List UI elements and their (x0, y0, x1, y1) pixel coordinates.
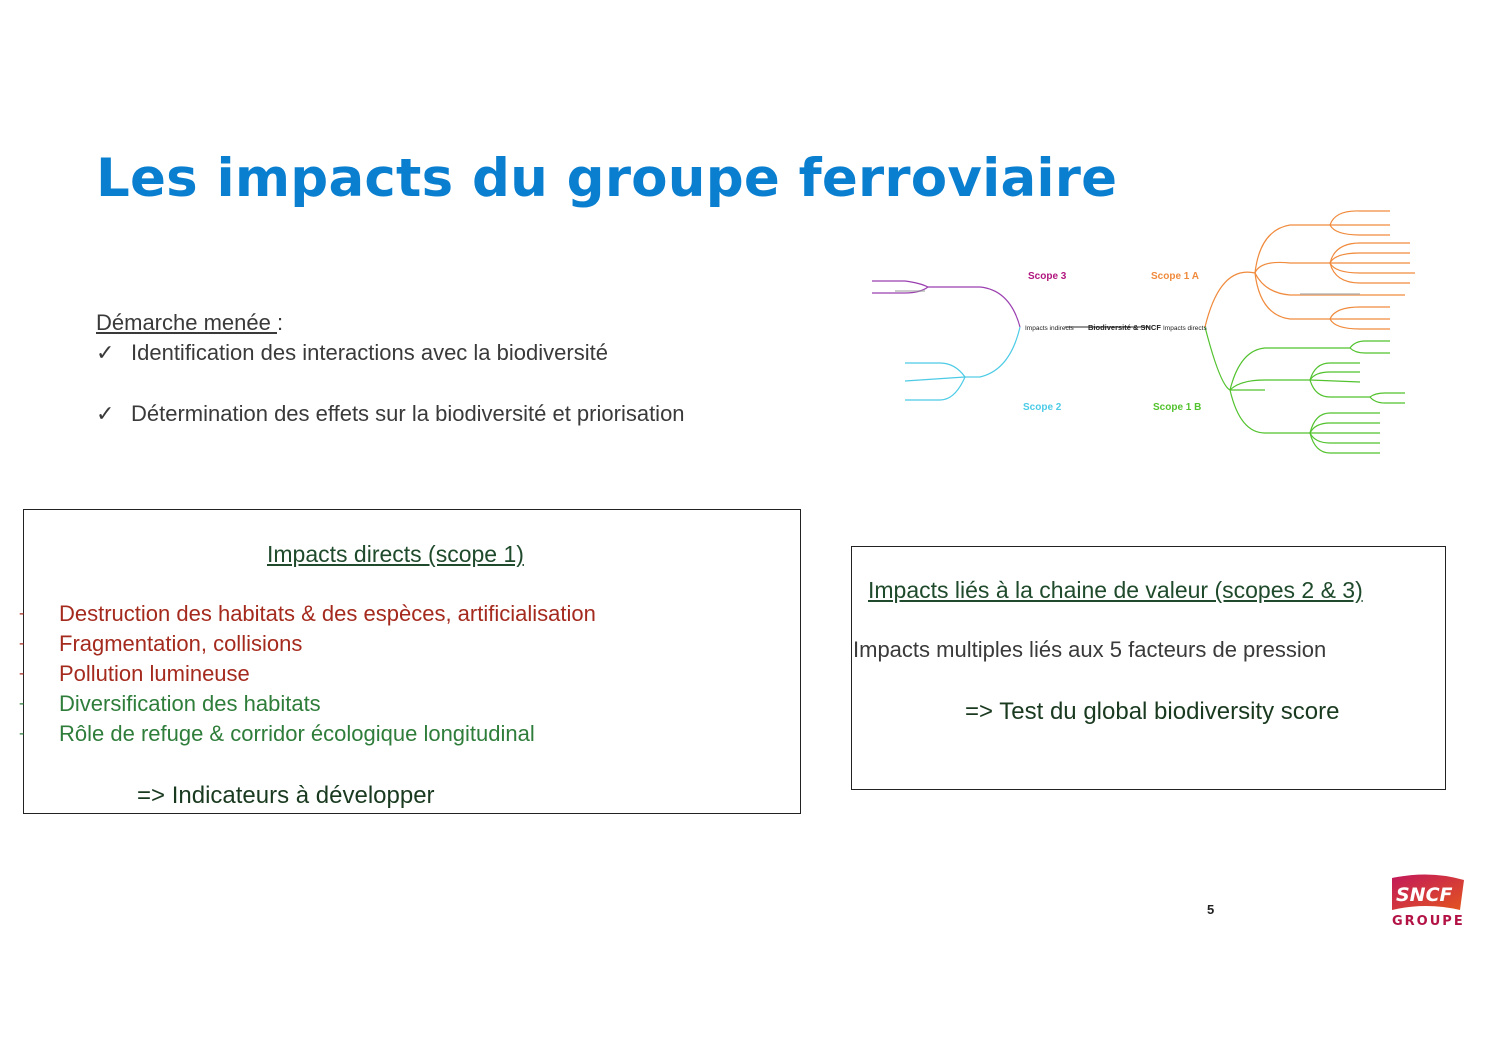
direct-impact-text: Destruction des habitats & des espèces, artificialisation (59, 601, 596, 626)
direct-impact-text: Diversification des habitats (59, 691, 321, 716)
demarche-item (96, 401, 685, 427)
mindmap-center: Biodiversité & SNCF (1088, 323, 1161, 332)
groupe-label: GROUPE (1392, 914, 1465, 929)
mindmap-indirect: Impacts indirects (1025, 325, 1074, 332)
bullet-dash: - (19, 695, 25, 712)
sncf-logo (1390, 872, 1466, 930)
mindmap-scope3: Scope 3 (1028, 271, 1067, 282)
direct-impacts-box (19, 509, 801, 814)
checkmark-icon: ✓ (96, 340, 115, 365)
bullet-dash: - (19, 725, 25, 742)
demarche-heading: Démarche menée (96, 310, 277, 335)
value-chain-conclusion: => Test du global biodiversity score (965, 698, 1340, 725)
page-number: 5 (1207, 902, 1215, 917)
checkmark-icon: ✓ (96, 401, 115, 426)
direct-impact-text: Pollution lumineuse (59, 661, 250, 686)
mindmap-direct: Impacts directs (1163, 325, 1207, 332)
demarche-colon: : (276, 310, 284, 335)
direct-impact-text: Rôle de refuge & corridor écologique longitudinal (59, 721, 535, 746)
value-chain-title: Impacts liés à la chaine de valeur (scopes 2 & 3) (868, 577, 1363, 603)
mindmap-scope2: Scope 2 (1023, 402, 1062, 413)
demarche-label (96, 310, 283, 336)
slide-title: Les impacts du groupe ferroviaire (96, 148, 1118, 209)
value-chain-text: Impacts multiples liés aux 5 facteurs de pression (853, 637, 1327, 662)
mindmap-scope1a: Scope 1 A (1151, 271, 1199, 282)
bullet-dash: - (19, 665, 25, 682)
bullet-dash: - (19, 605, 25, 622)
bullet-dash: - (19, 635, 25, 652)
mindmap-scope1b: Scope 1 B (1153, 402, 1202, 413)
value-chain-box (851, 546, 1446, 790)
mindmap-diagram (860, 205, 1420, 470)
sncf-logo-mark (1390, 872, 1466, 912)
demarche-item-text: Identification des interactions avec la biodiversité (131, 340, 608, 365)
direct-impacts-conclusion: => Indicateurs à développer (137, 782, 435, 809)
direct-impacts-title: Impacts directs (scope 1) (267, 541, 524, 567)
demarche-item (96, 340, 608, 366)
sncf-brand: SNCF (1396, 884, 1453, 906)
demarche-item-text: Détermination des effets sur la biodiversité et priorisation (131, 401, 685, 426)
direct-impact-text: Fragmentation, collisions (59, 631, 303, 656)
